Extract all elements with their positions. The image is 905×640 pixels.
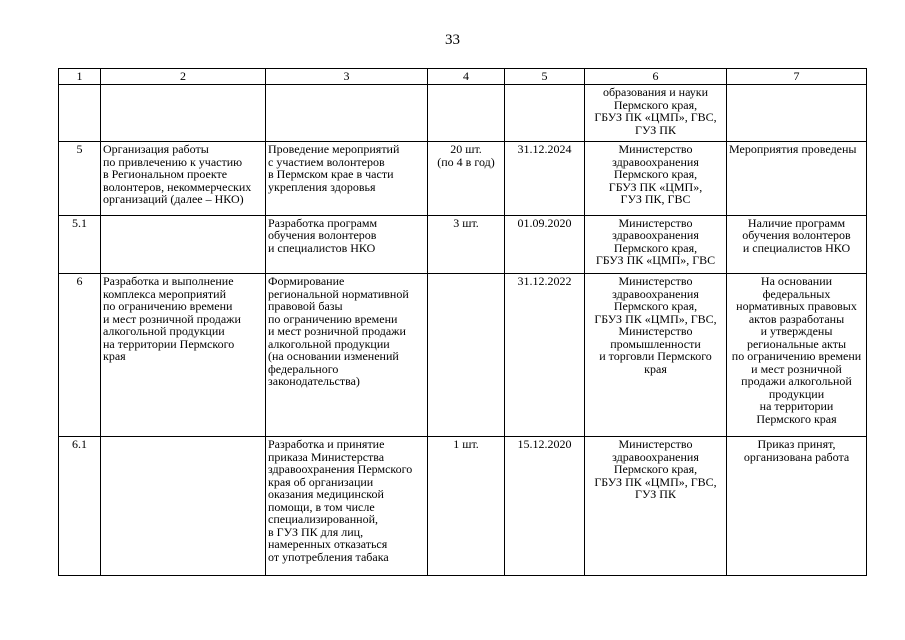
cell-text-line: и утверждены	[760, 324, 833, 339]
task-cell	[101, 142, 266, 215]
cell-text-line: и мест розничной	[751, 361, 842, 376]
action-cell	[266, 215, 428, 273]
result-cell	[727, 142, 867, 215]
quantity-cell	[428, 274, 505, 437]
cell-text-line: 1 шт.	[453, 437, 479, 452]
cell-text-line: Организация работы	[103, 142, 209, 157]
cell-text-line: по ограничению времени	[731, 349, 862, 364]
executor-cell	[585, 437, 727, 576]
cell-text-line: и торговли Пермского	[599, 349, 712, 364]
cell-text-line: Разработка программ	[268, 215, 378, 230]
page-number: 33	[445, 32, 460, 48]
cell-text-line: в Пермском крае в части	[268, 167, 394, 182]
row-number-cell: 6	[59, 274, 101, 437]
row-number-cell: 5	[59, 142, 101, 215]
column-header: 6	[585, 69, 727, 85]
result-cell	[727, 437, 867, 576]
cell-text-line: Разработка и принятие	[268, 437, 385, 452]
cell-text-line: алкогольной продукции	[103, 324, 225, 339]
deadline-cell: 31.12.2022	[505, 274, 585, 437]
cell-text-line: организована работа	[743, 449, 850, 464]
cell-text-line: федеральных	[762, 286, 831, 301]
cell-text-line: Разработка и выполнение	[103, 274, 234, 289]
column-header: 4	[428, 69, 505, 85]
cell-text-line: региональные акты	[746, 336, 847, 351]
column-header: 3	[266, 69, 428, 85]
cell-text-line: 20 шт.	[450, 142, 482, 157]
cell-text-line: продукции	[768, 386, 825, 401]
cell-text-line: специализированной,	[268, 512, 379, 527]
row-number-cell: 6.1	[59, 437, 101, 576]
cell-text-line: Пермского края,	[613, 462, 698, 477]
deadline-cell: 15.12.2020	[505, 437, 585, 576]
cell-text-line: края	[103, 349, 126, 364]
action-cell	[266, 85, 428, 142]
cell-text-line: (по 4 в год)	[437, 154, 495, 169]
task-cell	[101, 85, 266, 142]
cell-text-line: и мест розничной продажи	[268, 324, 406, 339]
executor-cell	[585, 85, 727, 142]
task-cell	[101, 437, 266, 576]
table-row	[59, 437, 867, 576]
action-cell	[266, 142, 428, 215]
cell-text-line: приказа Министерства	[268, 449, 385, 464]
cell-text-line: нормативных правовых	[736, 299, 857, 314]
action-cell	[266, 274, 428, 437]
cell-text-line: ГБУЗ ПК «ЦМП»,	[608, 179, 703, 194]
cell-text-line: края	[644, 361, 667, 376]
cell-text-line: на территории Пермского	[103, 336, 235, 351]
cell-text-line: Пермского края,	[613, 240, 698, 255]
executor-cell	[585, 215, 727, 273]
cell-text-line: Пермского края,	[613, 97, 698, 112]
column-header: 7	[727, 69, 867, 85]
cell-text-line: и мест розничной продажи	[103, 311, 241, 326]
cell-text-line: Проведение мероприятий	[268, 142, 400, 157]
cell-text-line: оказания медицинской	[268, 487, 384, 502]
table-row	[59, 215, 867, 273]
table-row	[59, 142, 867, 215]
deadline-cell	[505, 85, 585, 142]
cell-text-line: здравоохранения	[612, 228, 699, 243]
cell-text-line: правовой базы	[268, 299, 343, 314]
cell-text-line: Пермского края	[756, 411, 837, 426]
cell-text-line: Министерство	[618, 324, 693, 339]
cell-text-line: ГУЗ ПК	[635, 122, 676, 137]
executor-cell	[585, 274, 727, 437]
table-row	[59, 274, 867, 437]
cell-text-line: Министерство	[618, 274, 693, 289]
quantity-cell	[428, 142, 505, 215]
cell-text-line: и специалистов НКО	[742, 240, 851, 255]
task-cell	[101, 215, 266, 273]
deadline-cell: 01.09.2020	[505, 215, 585, 273]
cell-text-line: Наличие программ	[747, 215, 846, 230]
action-cell	[266, 437, 428, 576]
cell-text-line: ГБУЗ ПК «ЦМП», ГВС	[595, 253, 716, 268]
plan-table	[58, 68, 867, 576]
cell-text-line: края об организации	[268, 474, 374, 489]
quantity-cell	[428, 85, 505, 142]
cell-text-line: здравоохранения	[612, 449, 699, 464]
cell-text-line: ГБУЗ ПК «ЦМП», ГВС,	[594, 110, 717, 125]
table-header-row	[59, 69, 867, 85]
column-header: 1	[59, 69, 101, 85]
cell-text-line: ГБУЗ ПК «ЦМП», ГВС,	[594, 311, 717, 326]
cell-text-line: Министерство	[618, 437, 693, 452]
cell-text-line: ГУЗ ПК, ГВС	[620, 192, 691, 207]
quantity-cell	[428, 215, 505, 273]
cell-text-line: помощи, в том числе	[268, 499, 375, 514]
cell-text-line: На основании	[760, 274, 833, 289]
cell-text-line: волонтеров, некоммерческих	[103, 179, 252, 194]
cell-text-line: и специалистов НКО	[268, 240, 376, 255]
cell-text-line: актов разработаны	[748, 311, 845, 326]
cell-text-line: в Региональном проекте	[103, 167, 228, 182]
cell-text-line: Приказ принят,	[757, 437, 836, 452]
table-row	[59, 85, 867, 142]
cell-text-line: обучения волонтеров	[742, 228, 851, 243]
cell-text-line: по ограничению времени	[268, 311, 398, 326]
cell-text-line: Формирование	[268, 274, 345, 289]
cell-text-line: здравоохранения	[612, 286, 699, 301]
cell-text-line: обучения волонтеров	[268, 228, 377, 243]
cell-text-line: намеренных отказаться	[268, 537, 388, 552]
cell-text-line: здравоохранения	[612, 154, 699, 169]
cell-text-line: здравоохранения Пермского	[268, 462, 413, 477]
cell-text-line: комплекса мероприятий	[103, 286, 227, 301]
cell-text-line: Министерство	[618, 142, 693, 157]
result-cell	[727, 215, 867, 273]
cell-text-line: Министерство	[618, 215, 693, 230]
cell-text-line: образования и науки	[602, 85, 709, 100]
cell-text-line: Пермского края,	[613, 167, 698, 182]
quantity-cell	[428, 437, 505, 576]
row-number-cell: 5.1	[59, 215, 101, 273]
cell-text-line: организаций (далее – НКО)	[103, 192, 244, 207]
executor-cell	[585, 142, 727, 215]
cell-text-line: в ГУЗ ПК для лиц,	[268, 524, 364, 539]
cell-text-line: по привлечению к участию	[103, 154, 243, 169]
cell-text-line: продажи алкогольной	[741, 374, 852, 389]
column-header: 5	[505, 69, 585, 85]
cell-text-line: (на основании изменений	[268, 349, 399, 364]
cell-text-line: ГБУЗ ПК «ЦМП», ГВС,	[594, 474, 717, 489]
cell-text-line: 3 шт.	[453, 215, 479, 230]
column-header: 2	[101, 69, 266, 85]
deadline-cell: 31.12.2024	[505, 142, 585, 215]
cell-text-line: на территории	[759, 399, 834, 414]
cell-text-line: федерального	[268, 361, 339, 376]
row-number-cell	[59, 85, 101, 142]
task-cell	[101, 274, 266, 437]
cell-text-line: региональной нормативной	[268, 286, 409, 301]
cell-text-line: по ограничению времени	[103, 299, 233, 314]
cell-text-line: с участием волонтеров	[268, 154, 385, 169]
cell-text-line: промышленности	[610, 336, 701, 351]
cell-text-line: укрепления здоровья	[268, 179, 376, 194]
cell-text-line: Мероприятия проведены	[729, 142, 857, 157]
cell-text-line: законодательства)	[268, 374, 360, 389]
result-cell	[727, 274, 867, 437]
cell-text-line: Пермского края,	[613, 299, 698, 314]
cell-text-line: алкогольной продукции	[268, 336, 390, 351]
result-cell	[727, 85, 867, 142]
cell-text-line: от употребления табака	[268, 549, 389, 564]
cell-text-line: ГУЗ ПК	[635, 487, 676, 502]
